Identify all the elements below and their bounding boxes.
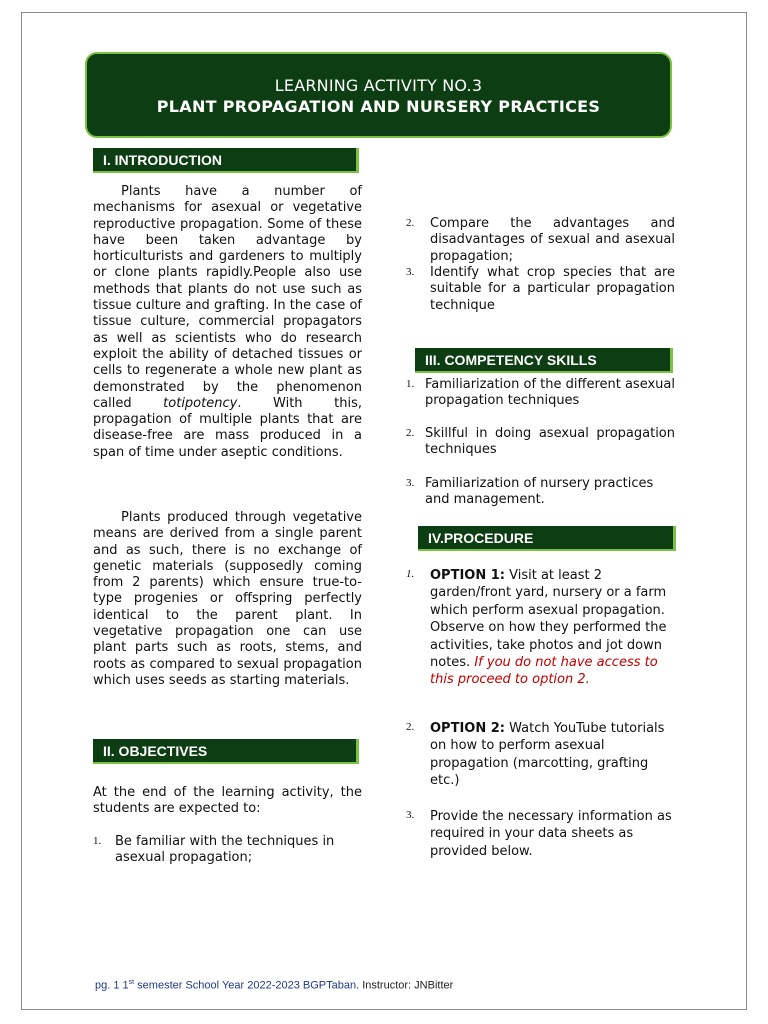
list-number: 3. xyxy=(406,266,415,278)
title-banner xyxy=(85,52,672,138)
intro-text-a: Plants have a number of mechanisms for asexual or vegetative reproductive propagation. Some of these have been taken advantage by horticulturists and gardeners to multiply or clone plants rapidly.People also use methods that plants do not use such as tissue culture and grafting. In the case of tissue culture, commercial propagators as well as scientists who do research exploit the ability of detached tissues or cells to regenerate a whole new plant as demonstrated by the phenomenon called xyxy=(93,184,362,411)
objective-item xyxy=(406,216,675,265)
list-number: 2. xyxy=(406,427,415,439)
instructor: . Instructor: JNBitter xyxy=(356,979,454,992)
option-note: If you do not have access to this proceed to option 2. xyxy=(430,655,658,688)
list-text: Familiarization of nursery practices and management. xyxy=(425,476,654,508)
procedure-item xyxy=(406,567,678,689)
competency-item xyxy=(406,476,675,509)
list-number: 2. xyxy=(406,721,415,733)
list-number: 3. xyxy=(406,809,415,821)
introduction-heading: I. INTRODUCTION xyxy=(93,148,359,173)
list-text: Provide the necessary information as required in your data sheets as provided below. xyxy=(430,809,672,859)
list-number: 1. xyxy=(93,835,102,847)
activity-title: PLANT PROPAGATION AND NURSERY PRACTICES xyxy=(156,97,601,116)
list-text: Familiarization of the different asexual propagation techniques xyxy=(425,377,675,409)
list-number: 1. xyxy=(406,378,415,390)
option-label: OPTION 2: xyxy=(430,721,505,736)
list-text xyxy=(430,567,678,689)
objective-item xyxy=(406,265,675,314)
procedure-heading: IV.PROCEDURE xyxy=(418,526,676,551)
option-label: OPTION 1: xyxy=(430,568,505,583)
procedure-item xyxy=(406,808,678,860)
introduction-paragraph-2: Plants produced through vegetative means are derived from a single parent and as such, there is no exchange of genetic materials (supposedly coming from 2 parents) which ensure true-to-type progenies or offspring perfectly identical to the parent plant. In vegetative propagation one can use plant parts such as roots, stems, and roots as compared to sexual propagation which uses seeds as starting materials. xyxy=(93,510,362,688)
list-number: 3. xyxy=(406,477,415,489)
intro-italic-term: totipotency xyxy=(163,395,238,411)
list-text xyxy=(430,720,678,790)
list-text: Identify what crop species that are suitable for a particular propagation technique xyxy=(430,265,675,313)
school-year: semester School Year 2022-2023 BGPTaban xyxy=(134,979,357,992)
page-footer xyxy=(95,979,453,992)
objectives-intro: At the end of the learning activity, the students are expected to: xyxy=(93,785,362,817)
competency-heading: III. COMPETENCY SKILLS xyxy=(415,348,673,373)
option-text: Watch YouTube tutorials on how to perform asexual propagation (marcotting, grafting etc.) xyxy=(430,721,665,789)
objectives-heading: II. OBJECTIVES xyxy=(93,739,359,764)
list-number: 2. xyxy=(406,217,415,229)
procedure-item xyxy=(406,720,678,790)
competency-item xyxy=(406,377,675,410)
list-text: Skillful in doing asexual propagation techniques xyxy=(425,426,675,458)
list-text: Compare the advantages and disadvantages of sexual and asexual propagation; xyxy=(430,216,675,264)
semester-number: 1 xyxy=(122,979,129,992)
page-number: pg. 1 xyxy=(95,979,120,992)
option-text: Visit at least 2 garden/front yard, nursery or a farm which perform asexual propagation. Observe on how they performed the activities, take photos and jot down notes. xyxy=(430,568,667,671)
list-number: 1. xyxy=(406,568,415,580)
intro-text-b: . With this, propagation of multiple plants that are disease-free are mass produced in a span of time under aseptic conditions. xyxy=(93,395,362,460)
competency-item xyxy=(406,426,675,459)
list-text: Be familiar with the techniques in asexual propagation; xyxy=(115,834,335,866)
objective-item xyxy=(93,834,362,867)
introduction-paragraph-1 xyxy=(93,184,362,461)
activity-number: LEARNING ACTIVITY NO.3 xyxy=(274,76,483,95)
semester-suffix: st xyxy=(128,979,135,986)
